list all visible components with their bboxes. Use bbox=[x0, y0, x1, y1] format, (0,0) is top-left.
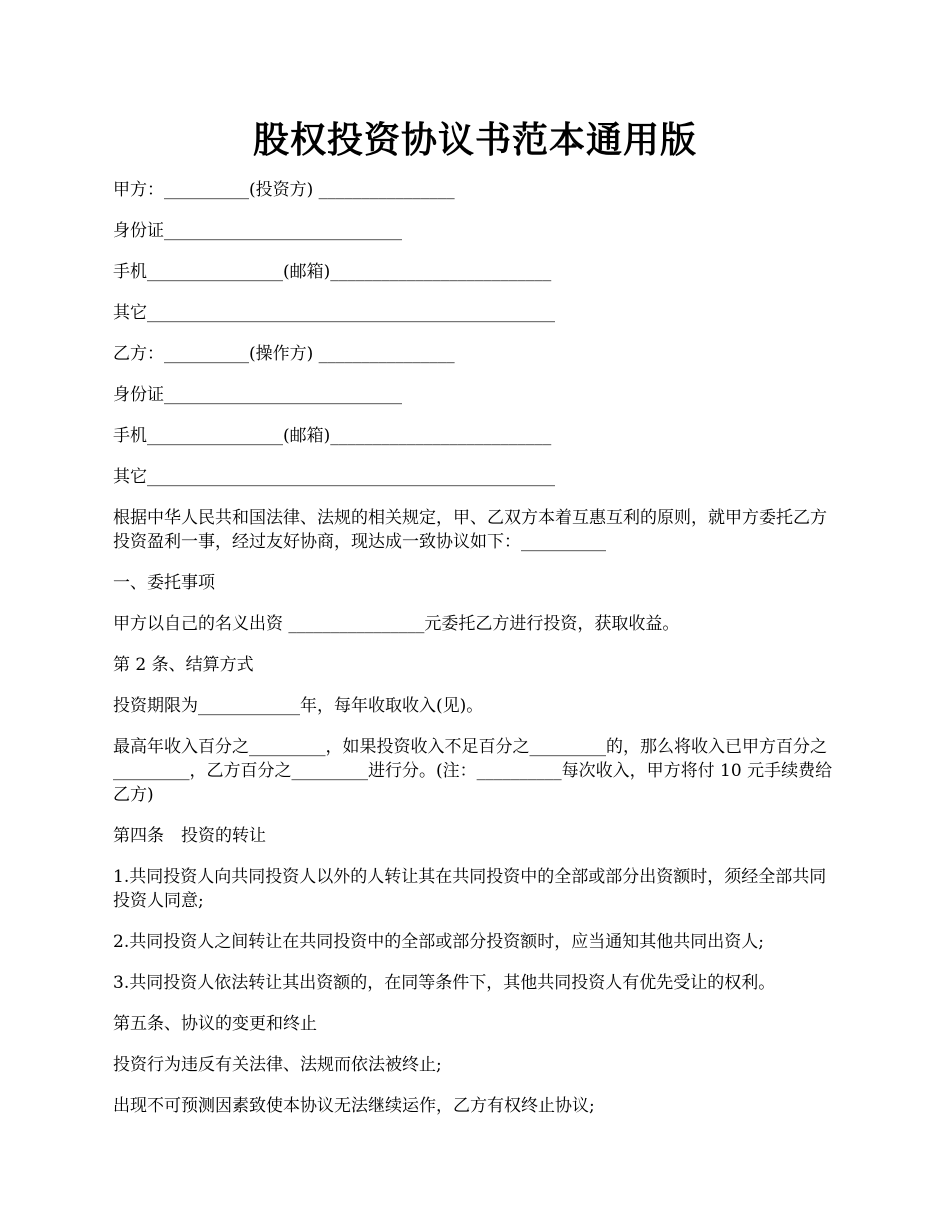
party-b-line: 乙方：__________(操作方) ________________ bbox=[113, 344, 455, 364]
document-title: 股权投资协议书范本通用版 bbox=[252, 119, 697, 161]
clause-paragraph: 3.共同投资人依法转让其出资额的，在同等条件下，其他共同投资人有优先受让的权利。 bbox=[113, 973, 776, 993]
section-heading: 第四条 投资的转让 bbox=[113, 826, 266, 846]
clause-paragraph: 最高年收入百分之_________，如果投资收入不足百分之_________的，那么将收入已甲方百分之_________，乙方百分之_________进行分。(注：__________每次收入，甲方将付 10 元手续费给乙方) bbox=[113, 737, 833, 805]
party-a-other-line: 其它________________________________________________ bbox=[113, 303, 555, 323]
clause-paragraph: 投资期限为____________年，每年收取收入(见)。 bbox=[113, 696, 484, 716]
clause-paragraph: 1.共同投资人向共同投资人以外的人转让其在共同投资中的全部或部分出资额时，须经全部共同投资人同意; bbox=[113, 867, 827, 911]
party-b-other-line: 其它________________________________________________ bbox=[113, 467, 555, 487]
party-a-id-line: 身份证____________________________ bbox=[113, 221, 402, 241]
section-heading: 第五条、协议的变更和终止 bbox=[113, 1014, 317, 1034]
party-b-id-line: 身份证____________________________ bbox=[113, 385, 402, 405]
clause-paragraph: 2.共同投资人之间转让在共同投资中的全部或部分投资额时，应当通知其他共同出资人; bbox=[113, 932, 764, 952]
clause-paragraph: 出现不可预测因素致使本协议无法继续运作，乙方有权终止协议; bbox=[113, 1096, 595, 1116]
party-a-phone-email-line: 手机________________(邮箱)__________________________ bbox=[113, 262, 552, 282]
party-b-phone-email-line: 手机________________(邮箱)__________________________ bbox=[113, 426, 552, 446]
party-a-line: 甲方：__________(投资方) ________________ bbox=[113, 180, 455, 200]
clause-paragraph: 投资行为违反有关法律、法规而依法被终止; bbox=[113, 1055, 442, 1075]
preamble-paragraph: 根据中华人民共和国法律、法规的相关规定，甲、乙双方本着互惠互利的原则，就甲方委托乙方投资盈利一事，经过友好协商，现达成一致协议如下：__________ bbox=[113, 508, 827, 552]
clause-paragraph: 甲方以自己的名义出资 ________________元委托乙方进行投资，获取收益。 bbox=[113, 614, 680, 634]
document-body bbox=[113, 178, 843, 1135]
section-heading: 第 2 条、结算方式 bbox=[113, 655, 254, 675]
section-heading: 一、委托事项 bbox=[113, 573, 215, 593]
